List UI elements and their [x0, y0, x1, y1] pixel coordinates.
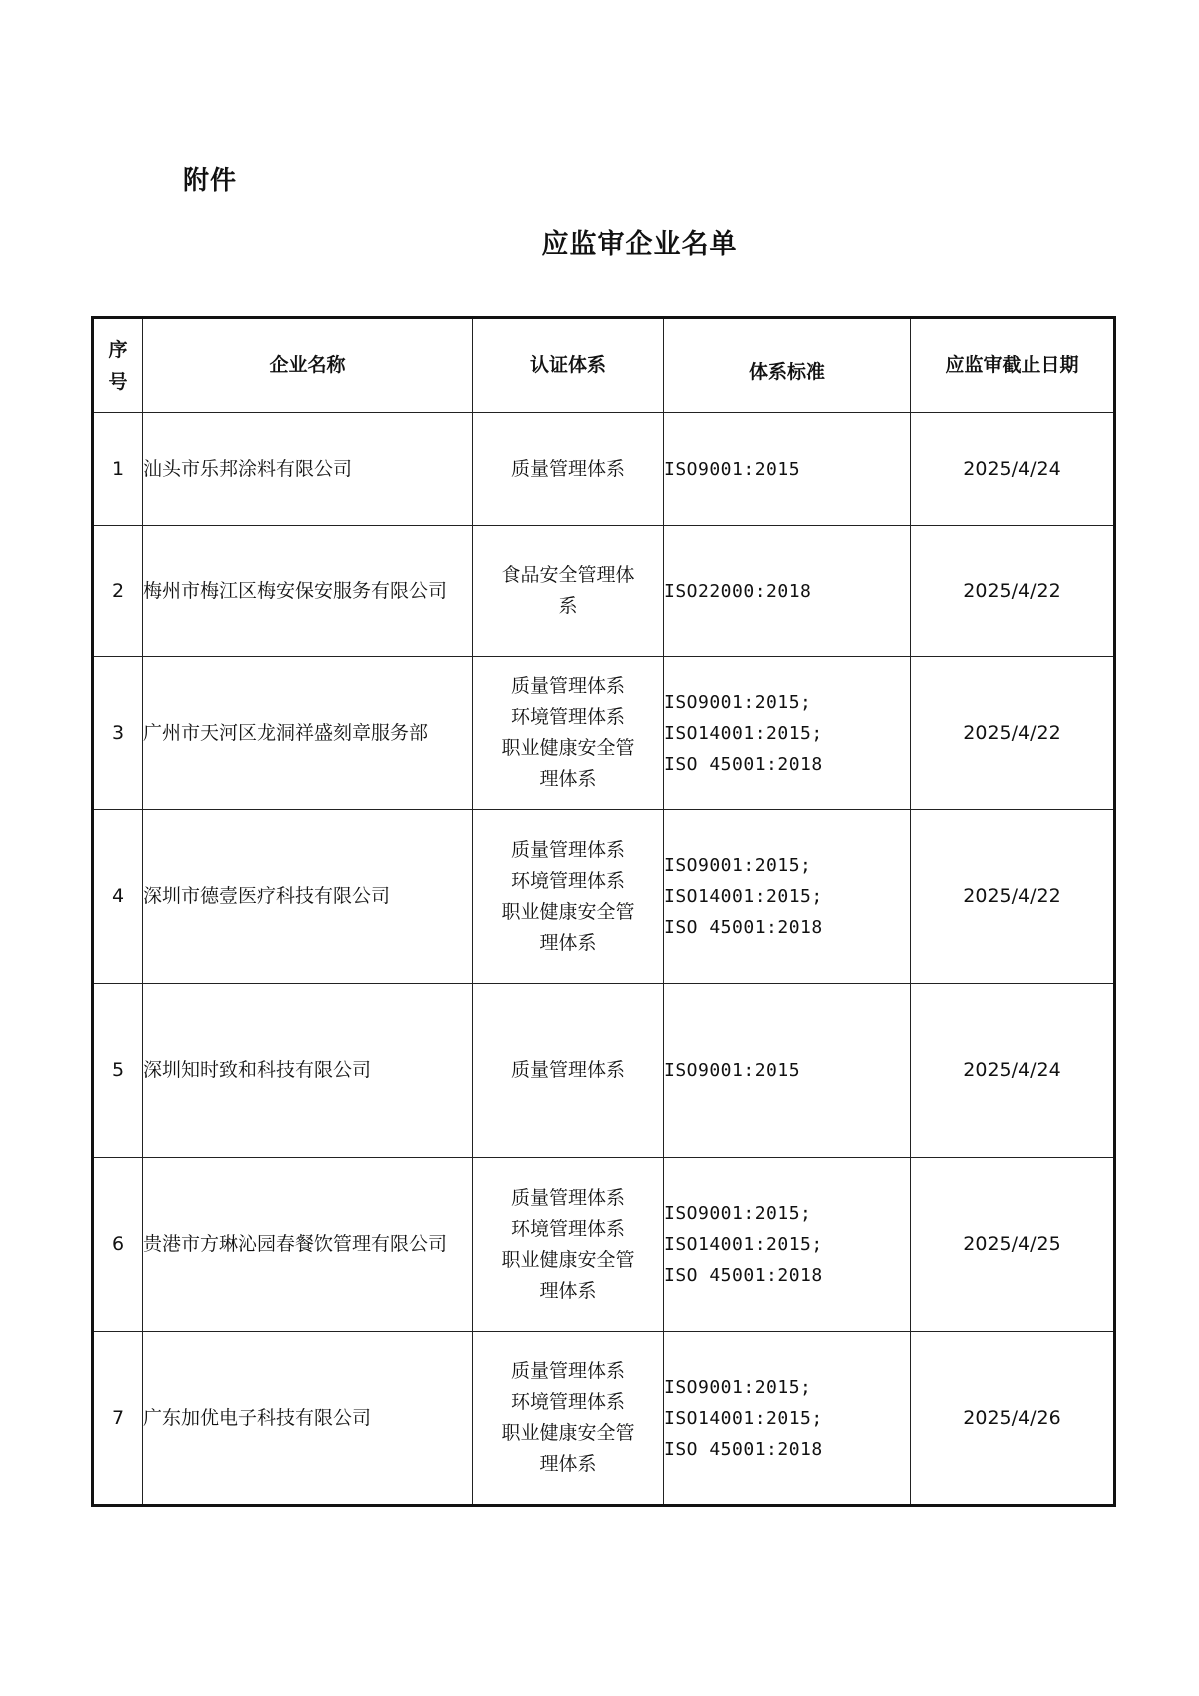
- header-deadline: 应监审截止日期: [911, 318, 1115, 413]
- standard-line: ISO9001:2015;: [664, 855, 812, 876]
- cell-deadline: 2025/4/22: [911, 657, 1115, 810]
- cell-cert-system: [473, 1332, 664, 1506]
- standard-line: ISO 45001:2018: [664, 917, 823, 938]
- cell-seq: 5: [93, 984, 143, 1158]
- standard-line: ISO9001:2015: [664, 1060, 801, 1081]
- standard-line: ISO9001:2015;: [664, 1203, 812, 1224]
- cell-standard: [664, 1332, 911, 1506]
- cell-company-name: 深圳市德壹医疗科技有限公司: [143, 810, 473, 984]
- cell-deadline: 2025/4/26: [911, 1332, 1115, 1506]
- table-row: [93, 526, 1115, 657]
- cert-system-line: 理体系: [539, 768, 597, 790]
- header-cert-system: 认证体系: [473, 318, 664, 413]
- cert-system-line: 系: [558, 595, 578, 617]
- cell-seq: 1: [93, 413, 143, 526]
- cell-deadline: 2025/4/22: [911, 526, 1115, 657]
- cell-seq: 4: [93, 810, 143, 984]
- standard-line: ISO 45001:2018: [664, 1265, 823, 1286]
- cell-deadline: 2025/4/24: [911, 413, 1115, 526]
- cell-company-name: 深圳知时致和科技有限公司: [143, 984, 473, 1158]
- standard-line: ISO22000:2018: [664, 580, 812, 602]
- cert-system-line: 职业健康安全管: [501, 1422, 635, 1444]
- attachment-label: 附件: [183, 166, 238, 196]
- table-row: [93, 810, 1115, 984]
- cell-seq: 7: [93, 1332, 143, 1506]
- cert-system-line: 环境管理体系: [510, 706, 625, 728]
- standard-line: ISO14001:2015;: [664, 886, 823, 907]
- cell-deadline: 2025/4/25: [911, 1158, 1115, 1332]
- table-row: [93, 1158, 1115, 1332]
- cell-cert-system: [473, 984, 664, 1158]
- header-standard: 体系标准: [664, 318, 911, 413]
- cell-standard: [664, 526, 911, 657]
- cert-system-line: 环境管理体系: [510, 1391, 625, 1413]
- cell-seq: 3: [93, 657, 143, 810]
- cell-standard: [664, 1158, 911, 1332]
- cell-seq: 2: [93, 526, 143, 657]
- page-title: 应监审企业名单: [541, 229, 738, 260]
- cell-company-name: 梅州市梅江区梅安保安服务有限公司: [143, 526, 473, 657]
- table-header-row: [93, 318, 1115, 413]
- cell-cert-system: [473, 413, 664, 526]
- company-table: [91, 316, 1116, 1507]
- cell-cert-system: [473, 657, 664, 810]
- standard-line: ISO14001:2015;: [664, 1234, 823, 1255]
- cert-system-line: 环境管理体系: [510, 869, 625, 892]
- cell-cert-system: [473, 810, 664, 984]
- cell-standard: [664, 810, 911, 984]
- table-row: [93, 657, 1115, 810]
- cell-standard: [664, 657, 911, 810]
- cell-deadline: 2025/4/24: [911, 984, 1115, 1158]
- table-row: [93, 984, 1115, 1158]
- standard-line: ISO14001:2015;: [664, 1407, 823, 1429]
- table-row: [93, 1332, 1115, 1506]
- standard-line: ISO9001:2015;: [664, 1376, 812, 1398]
- cert-system-line: 环境管理体系: [510, 1217, 625, 1240]
- cert-system-line: 理体系: [539, 1279, 597, 1302]
- cell-deadline: 2025/4/22: [911, 810, 1115, 984]
- standard-line: ISO9001:2015;: [664, 691, 812, 713]
- standard-line: ISO14001:2015;: [664, 722, 823, 744]
- cell-company-name: 广东加优电子科技有限公司: [143, 1332, 473, 1506]
- standard-line: ISO9001:2015: [664, 458, 801, 480]
- standard-line: ISO 45001:2018: [664, 753, 823, 775]
- cert-system-line: 职业健康安全管: [501, 737, 635, 759]
- cell-company-name: 汕头市乐邦涂料有限公司: [143, 413, 473, 526]
- cert-system-line: 质量管理体系: [510, 457, 625, 480]
- cert-system-line: 职业健康安全管: [501, 900, 635, 923]
- table-row: [93, 413, 1115, 526]
- cell-cert-system: [473, 1158, 664, 1332]
- cert-system-line: 质量管理体系: [510, 1360, 625, 1382]
- header-seq: 序 号: [93, 318, 143, 413]
- cert-system-line: 职业健康安全管: [501, 1248, 635, 1271]
- cert-system-line: 质量管理体系: [510, 1059, 625, 1081]
- cert-system-line: 食品安全管理体: [501, 564, 635, 586]
- cert-system-line: 理体系: [539, 931, 597, 954]
- cell-cert-system: [473, 526, 664, 657]
- cert-system-line: 质量管理体系: [510, 1186, 625, 1209]
- cell-company-name: 贵港市方琳沁园春餐饮管理有限公司: [143, 1158, 473, 1332]
- cert-system-line: 质量管理体系: [510, 675, 625, 697]
- cell-standard: [664, 984, 911, 1158]
- cert-system-line: 理体系: [539, 1453, 597, 1475]
- cert-system-line: 质量管理体系: [510, 838, 625, 861]
- cell-company-name: 广州市天河区龙洞祥盛刻章服务部: [143, 657, 473, 810]
- standard-line: ISO 45001:2018: [664, 1438, 823, 1460]
- header-company-name: 企业名称: [143, 318, 473, 413]
- cell-seq: 6: [93, 1158, 143, 1332]
- cell-standard: [664, 413, 911, 526]
